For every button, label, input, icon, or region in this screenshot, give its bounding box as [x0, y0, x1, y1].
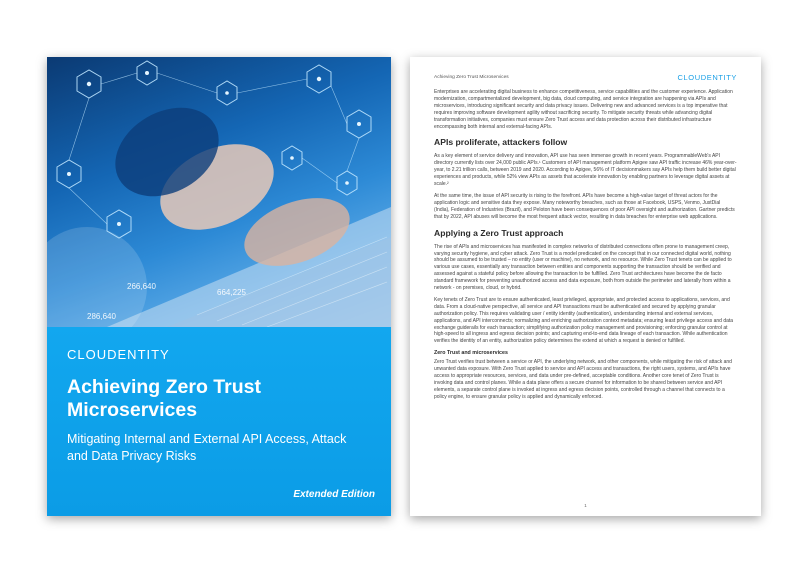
- section-heading-zero-trust: Applying a Zero Trust approach: [434, 227, 564, 238]
- cover-photo-illustration: [47, 57, 391, 327]
- cover-edition: Extended Edition: [293, 489, 375, 500]
- intro-paragraph: Enterprises are accelerating digital business to enhance competitiveness, service capabilities and the customer experience. Application modernization, compartmentalized development, big data, cloud computing, and service integration are happening via APIs and microservices, introducing significant security and data privacy issues. Delivering new and advanced services is a top imperative that requires improving software development agility without sacrificing security. To mitigate security threats while advancing digital transformation initiatives, companies must ensure Zero Trust access and data protection across their distributed infrastructure encompassing both internal and external-facing APIs.: [434, 89, 733, 130]
- photo-number-2: 664,225: [217, 288, 246, 297]
- page-header: [434, 73, 737, 89]
- cover-title-panel: [47, 327, 391, 516]
- paragraph: As a key element of service delivery and innovation, API use has seen immense growth in recent years. ProgrammableWeb's API directory currently lists over 24,000 public APIs.¹ Customers of API management platform Apigee saw API traffic increase 46% year-over-year, to 2.21 trillion calls, between 2019 and 2020. According to Apigee, 56% of IT decisionmakers say APIs help them build better digital experiences and products, while 52% view APIs as assets that accelerate innovation by enabling partners to leverage digital assets at scale.²: [434, 153, 737, 188]
- page-number: 1: [584, 503, 587, 508]
- paragraph: Zero Trust verifies trust between a service or API, the underlying network, and other components, while mitigating the risk of attack and unwanted data exposure. With Zero Trust applied to service and API access and transactions, the right users, systems, and APIs have access to appropriate resources, services, and data under pre-defined, acceptable conditions. Another core tenet of Zero Trust is invoking data and control planes. While a data plane offers a secure channel for information to be shared between service and API elements, a separate control plane is invoked at ingress and egress decision points, controlled through a channel that connects to a policy engine, to ensure granular policy is applied and dynamically enforced.: [434, 359, 732, 400]
- cover-photo: [47, 57, 391, 327]
- ebook-cover: [47, 57, 391, 516]
- photo-number-1: 266,640: [127, 282, 156, 291]
- photo-number-3: 286,640: [87, 312, 116, 321]
- cover-title: Achieving Zero Trust Microservices: [67, 376, 261, 421]
- document-page: [410, 57, 761, 516]
- page-header-title: Achieving Zero Trust Microservices: [434, 75, 509, 80]
- sub-heading-microservices: Zero Trust and microservices: [434, 350, 508, 357]
- paragraph: Key tenets of Zero Trust are to ensure authenticated, least privileged, appropriate, and protected access to applications, services, and data. From a cloud-native perspective, all service and API transactions must be authenticated and secured by applying granular authorization policy. This requires validating user / entity identity (authentication), understanding internal and external services, applications, and API interconnects; normalizing and enriching authorization context metadata; ensuring least privilege access and data exchange guiderails for each transaction; simplifying authorization policy management and provisioning; enforcing granular control at high-speed to all ingress and egress decision points; and capturing end-to-end data lineage of each transaction. While authentication verifies the identity of an entity, authorization policy determines the extend at which a request is denied or fulfilled.: [434, 296, 734, 345]
- cover-brand-logo: CLOUDENTITY: [67, 347, 170, 362]
- page-header-brand: CLOUDENTITY: [677, 73, 737, 82]
- cover-subtitle: Mitigating Internal and External API Access, Attack and Data Privacy Risks: [67, 432, 347, 463]
- paragraph: The rise of APIs and microservices has manifested in complex networks of distributed connections often prone to management creep, varying security hygiene, and cyber attack. Zero Trust is a model predicated on the concept that in our connected digital world, nothing should be assumed to be trusted – no entity (user or machine), no network, and no resource. While Zero Trust tenets can be applied to various use cases, essentially any transaction between entities and components supporting the transaction should be verified and assessed against a stateful policy before allowing the transaction to be fulfilled. Zero Trust architectures have become the de facto standard framework for preventing unauthorized access and data exposure, both from outside the perimeter and laterally from within a network - on premises, cloud, or hybrid.: [434, 243, 732, 292]
- section-heading-apis: APIs proliferate, attackers follow: [434, 137, 568, 148]
- paragraph: At the same time, the issue of API security is rising to the forefront. APIs have become a high-value target of threat actors for the application logic and sensitive data they expose. Many noteworthy breaches, such as those at Facebook, USPS, Venmo, JustDial (India), Federation of Industries (Brazil), and Peloton have been consequences of poor API oversight and authorization. Gartner predicts that by 2022, API abuses will become the most frequent attack vector, resulting in data breaches for enterprise web applications.: [434, 192, 735, 220]
